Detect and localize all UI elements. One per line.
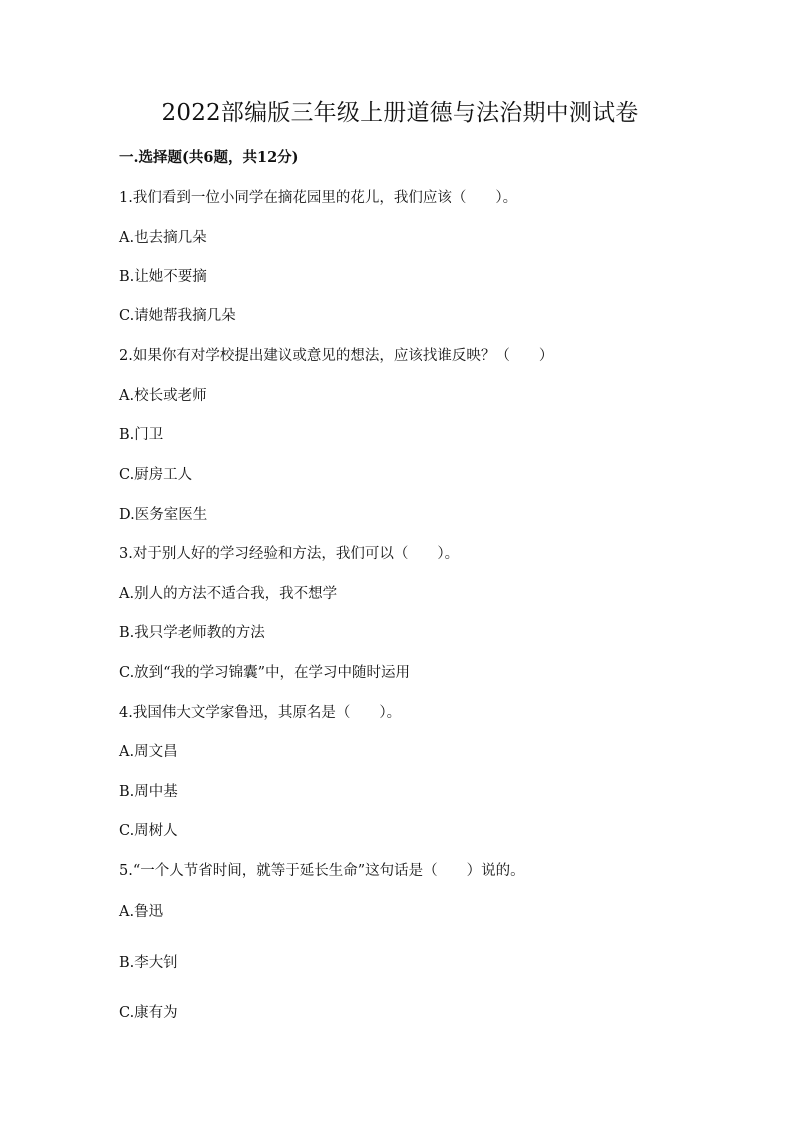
document-title: 2022部编版三年级上册道德与法治期中测试卷: [161, 100, 639, 126]
section-heading: 一.选择题(共6题，共12分): [119, 149, 299, 166]
question-5-option-a: A.鲁迅: [119, 904, 164, 920]
question-2-option-c: C.厨房工人: [119, 467, 193, 483]
question-4-option-c: C.周树人: [119, 823, 178, 839]
question-2-option-d: D.医务室医生: [119, 507, 208, 523]
question-1-option-c: C.请她帮我摘几朵: [119, 308, 236, 324]
question-5-option-b: B.李大钊: [119, 955, 178, 971]
question-3-text: 3.对于别人好的学习经验和方法，我们可以（ ）。: [119, 546, 460, 562]
question-1-option-b: B.让她不要摘: [119, 269, 207, 285]
question-5-text: 5.“一个人节省时间，就等于延长生命”这句话是（ ）说的。: [119, 863, 525, 879]
question-3-option-c: C.放到“我的学习锦囊”中，在学习中随时运用: [119, 665, 411, 681]
question-4-option-a: A.周文昌: [119, 744, 178, 760]
question-3-option-b: B.我只学老师教的方法: [119, 625, 265, 641]
question-4-option-b: B.周中基: [119, 784, 178, 800]
question-2-text: 2.如果你有对学校提出建议或意见的想法，应该找谁反映？（ ）: [119, 348, 554, 364]
question-1-text: 1.我们看到一位小同学在摘花园里的花儿，我们应该（ ）。: [119, 190, 518, 206]
question-2-option-a: A.校长或老师: [119, 388, 207, 404]
question-4-text: 4.我国伟大文学家鲁迅，其原名是（ ）。: [119, 705, 402, 721]
question-1-option-a: A.也去摘几朵: [119, 230, 207, 246]
question-2-option-b: B.门卫: [119, 427, 164, 443]
question-3-option-a: A.别人的方法不适合我，我不想学: [119, 586, 338, 602]
question-5-option-c: C.康有为: [119, 1005, 178, 1021]
